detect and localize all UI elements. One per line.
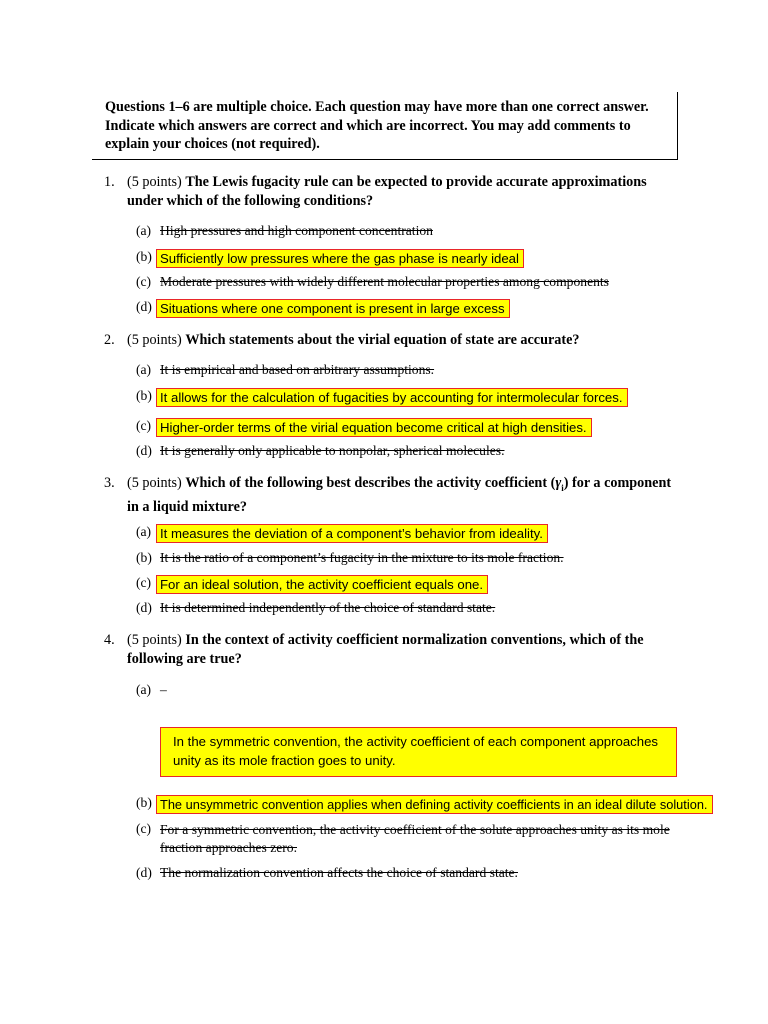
option-label: (c)	[136, 821, 152, 836]
option-text-struck: The normalization convention affects the choice of standard state.	[160, 865, 518, 880]
option-label: (b)	[136, 795, 152, 810]
option-label: (d)	[136, 865, 152, 880]
option-text-highlighted: Higher-order terms of the virial equation become critical at high densities.	[156, 418, 592, 437]
option-label: (d)	[136, 443, 152, 458]
question-3	[104, 474, 684, 517]
instructions-box	[92, 92, 678, 160]
option-label: (d)	[136, 600, 152, 615]
option-label: (c)	[136, 274, 152, 289]
option-label: (a)	[136, 682, 152, 697]
question-points: (5 points)	[127, 174, 182, 190]
question-points: (5 points)	[127, 332, 182, 348]
question-number: 4.	[104, 632, 115, 648]
option-label: (a)	[136, 223, 152, 238]
option-text-struck: Moderate pressures with widely different molecular properties among components	[160, 274, 609, 289]
question-stem: Which statements about the virial equation of state are accurate?	[185, 332, 580, 348]
option-text-highlighted: It measures the deviation of a component’s behavior from ideality.	[156, 524, 548, 543]
question-number: 2.	[104, 332, 115, 348]
option-label: (a)	[136, 524, 152, 539]
question-stem-end: ) for a component in a liquid mixture?	[127, 475, 672, 515]
option-label: (b)	[136, 550, 152, 565]
option-text-struck: It is determined independently of the choice of standard state.	[160, 600, 496, 615]
option-text-highlighted: Situations where one component is present in large excess	[156, 299, 510, 318]
question-stem-start: Which of the following best describes the activity coefficient (	[185, 475, 556, 491]
question-stem: The Lewis fugacity rule can be expected to provide accurate approximations under which of the following conditions?	[127, 174, 647, 209]
option-label: (b)	[136, 388, 152, 403]
question-number: 1.	[104, 174, 115, 190]
option-label: (b)	[136, 249, 152, 264]
option-label: (c)	[136, 575, 152, 590]
question-2	[104, 331, 684, 350]
option-text-struck: High pressures and high component concentration	[160, 223, 433, 238]
question-number: 3.	[104, 475, 115, 491]
option-4c[interactable]	[136, 821, 696, 857]
option-text-struck: For a symmetric convention, the activity coefficient of the solute approaches unity as its mole fraction approaches zero.	[160, 822, 670, 855]
option-text-struck: It is generally only applicable to nonpolar, spherical molecules.	[160, 443, 505, 458]
gamma-subscript: i	[561, 482, 564, 493]
instructions-text: Questions 1–6 are multiple choice. Each question may have more than one correct answer. Indicate which answers are correct and which are incorrect. You may add comments to explain your choices (not required).	[105, 99, 649, 152]
option-text-highlighted: Sufficiently low pressures where the gas phase is nearly ideal	[156, 249, 524, 268]
question-points: (5 points)	[127, 632, 182, 648]
option-label: (d)	[136, 299, 152, 314]
option-text-struck: It is empirical and based on arbitrary assumptions.	[160, 362, 435, 377]
option-label: (c)	[136, 418, 152, 433]
option-text-highlighted: The unsymmetric convention applies when defining activity coefficients in an ideal dilute solution.	[156, 795, 713, 814]
question-points: (5 points)	[127, 475, 182, 491]
highlighted-answer-box: In the symmetric convention, the activity coefficient of each component approaches unity as its mole fraction goes to unity.	[160, 727, 677, 777]
gamma-symbol: γ	[555, 475, 562, 491]
option-text-highlighted: For an ideal solution, the activity coefficient equals one.	[156, 575, 488, 594]
question-stem: In the context of activity coefficient normalization conventions, which of the following are true?	[127, 632, 644, 667]
option-label: (a)	[136, 362, 152, 377]
question-4	[104, 631, 684, 669]
option-text-struck: It is the ratio of a component’s fugacity in the mixture to its mole fraction.	[160, 550, 564, 565]
option-text: –	[160, 682, 167, 697]
option-text-highlighted: It allows for the calculation of fugacities by accounting for intermolecular forces.	[156, 388, 628, 407]
question-1	[104, 173, 684, 211]
